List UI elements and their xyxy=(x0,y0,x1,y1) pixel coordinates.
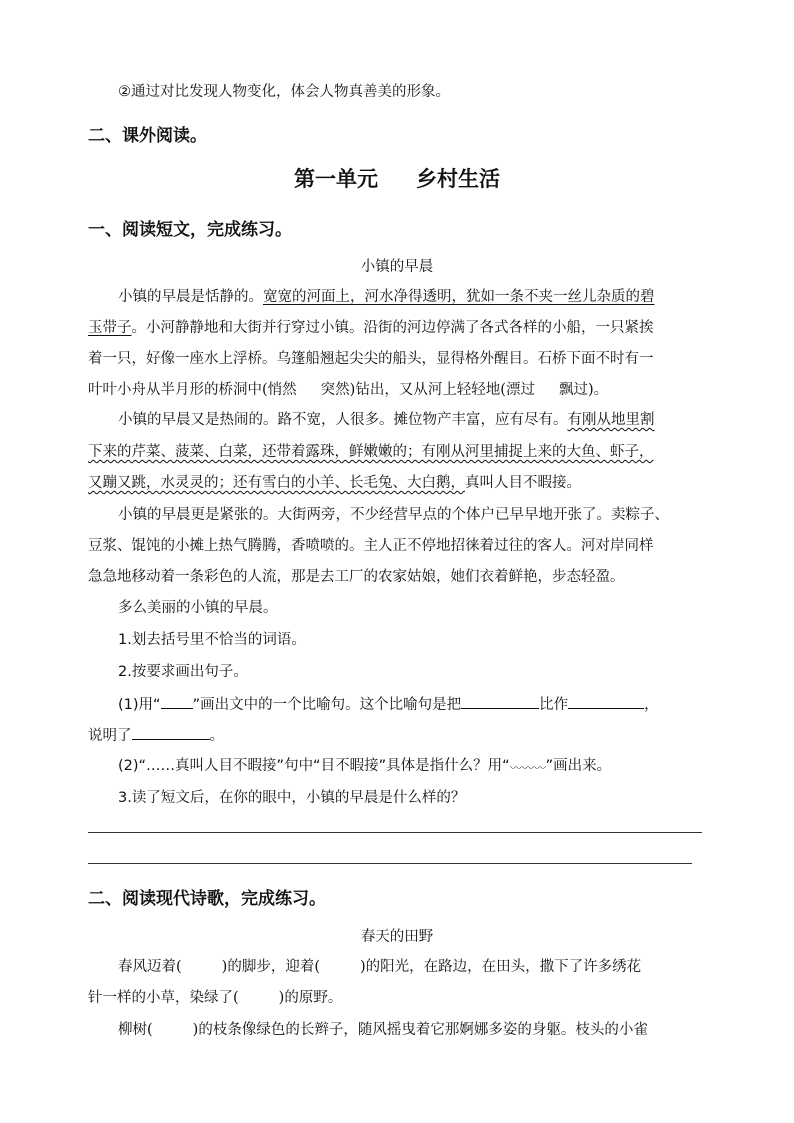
part2-heading: 二、阅读现代诗歌，完成练习。 xyxy=(88,889,326,909)
question-2: 2.按要求画出句子。 xyxy=(118,664,248,680)
section-extra-reading: 二、课外阅读。 xyxy=(88,126,207,146)
answer-blank-compared[interactable] xyxy=(461,693,539,709)
answer-line-2[interactable] xyxy=(88,863,692,864)
q2-1-text-c: 比作 xyxy=(539,697,569,713)
question-2-2 xyxy=(118,756,794,776)
answer-blank-compared-to[interactable] xyxy=(568,693,644,709)
q2-2-text-b: ”画出来。 xyxy=(545,758,612,774)
symbol-straight-line xyxy=(161,693,193,709)
poem-line1-b: )的脚步，迎着( xyxy=(221,959,320,975)
para1-line2-rest: 。小河静静地和大街并行穿过小镇。沿街的河边停满了各式各样的小船，一只紧挨 xyxy=(131,320,654,336)
answer-line-1[interactable] xyxy=(88,832,702,833)
para1-line4-b: 突然)钻出，又从河上轻轻地(漂过 xyxy=(320,382,535,398)
poem-line3-b: )的枝条像绿色的长辫子，随风摇曳着它那婀娜多姿的身躯。枝头的小雀 xyxy=(192,1022,648,1038)
wavy-sentence-part2: 下来的芹菜、菠菜、白菜，还带着露珠，鲜嫩嫩的；有刚从河里捕捉上来的大鱼、虾子， xyxy=(88,444,654,460)
para1-start: 小镇的早晨是恬静的。 xyxy=(118,289,263,305)
poem-line1-c: )的阳光，在路边，在田头，撒下了许多绣花 xyxy=(360,959,642,975)
simile-sentence-part1: 宽宽的河面上，河水净得透明，犹如一条不夹一丝儿杂质的碧 xyxy=(263,289,655,305)
poem-line1-a: 春风迈着( xyxy=(118,959,182,975)
q2-1-text-b: ”画出文中的一个比喻句。这个比喻句是把 xyxy=(192,697,462,713)
para1-line4 xyxy=(88,380,794,400)
para1-line3: 着一只，好像一座水上浮桥。乌篷船翘起尖尖的船头，显得格外醒目。石桥下面不时有一 xyxy=(88,351,654,367)
q2-1-text-d: ， xyxy=(644,697,659,713)
simile-sentence-part2: 玉带子 xyxy=(88,320,132,336)
wavy-sentence-part1: 有刚从地里割 xyxy=(567,412,655,428)
poem-line2 xyxy=(88,988,794,1008)
para2-line2 xyxy=(88,442,794,462)
answer-blank-explains[interactable] xyxy=(132,724,210,740)
question-2-1-cont xyxy=(88,724,794,746)
para3-line2: 豆浆、馄饨的小摊上热气腾腾，香喷喷的。主人正不停地招徕着过往的客人。河对岸同样 xyxy=(88,538,654,554)
para1-line4-a: 叶叶小舟从半月形的桥洞中(悄然 xyxy=(88,382,297,398)
para2-line3 xyxy=(88,473,794,493)
para1-line1 xyxy=(118,287,794,307)
unit-number: 第一单元 xyxy=(294,167,378,191)
poem-line2-a: 针一样的小草，染绿了( xyxy=(88,990,239,1006)
para2-start: 小镇的早晨又是热闹的。路不宽，人很多。摊位物产丰富，应有尽有。 xyxy=(118,412,568,428)
q2-2-text-a: (2)“……真叫人目不暇接”句中“目不暇接”具体是指什么？用“ xyxy=(118,758,510,774)
poem-line2-b: )的原野。 xyxy=(278,990,343,1006)
intro-objective: ②通过对比发现人物变化，体会人物真善美的形象。 xyxy=(118,84,450,100)
poem-title: 春天的田野 xyxy=(360,929,434,945)
q2-1-text-e: 说明了 xyxy=(88,728,132,744)
unit-title xyxy=(0,163,794,193)
question-3: 3.读了短文后，在你的眼中，小镇的早晨是什么样的？ xyxy=(118,790,466,806)
question-2-1 xyxy=(118,693,794,715)
poem-line3 xyxy=(118,1020,794,1040)
para4: 多么美丽的小镇的早晨。 xyxy=(118,600,278,616)
q2-1-text-a: (1)用“ xyxy=(118,697,161,713)
para1-line2 xyxy=(88,318,794,338)
unit-name: 乡村生活 xyxy=(416,167,500,191)
para2-line1 xyxy=(118,410,794,430)
question-1: 1.划去括号里不恰当的词语。 xyxy=(118,632,306,648)
passage-title: 小镇的早晨 xyxy=(360,259,434,275)
para1-line4-c: 飘过)。 xyxy=(558,382,609,398)
q2-1-text-f: 。 xyxy=(209,728,224,744)
wavy-sentence-part3: 又蹦又跳，水灵灵的；还有雪白的小羊、长毛兔、大白鹅， xyxy=(88,475,465,491)
para3-line1: 小镇的早晨更是紧张的。大街两旁，不少经营早点的个体户已早早地开张了。卖粽子、 xyxy=(118,507,669,523)
para3-line3: 急急地移动着一条彩色的人流，那是去工厂的农家姑娘，她们衣着鲜艳，步态轻盈。 xyxy=(88,569,625,585)
part1-heading: 一、阅读短文，完成练习。 xyxy=(88,220,292,240)
symbol-wavy-line xyxy=(510,760,546,770)
poem-line1 xyxy=(118,957,794,977)
poem-line3-a: 柳树( xyxy=(118,1022,153,1038)
para2-end: 真叫人目不暇接。 xyxy=(465,475,581,491)
